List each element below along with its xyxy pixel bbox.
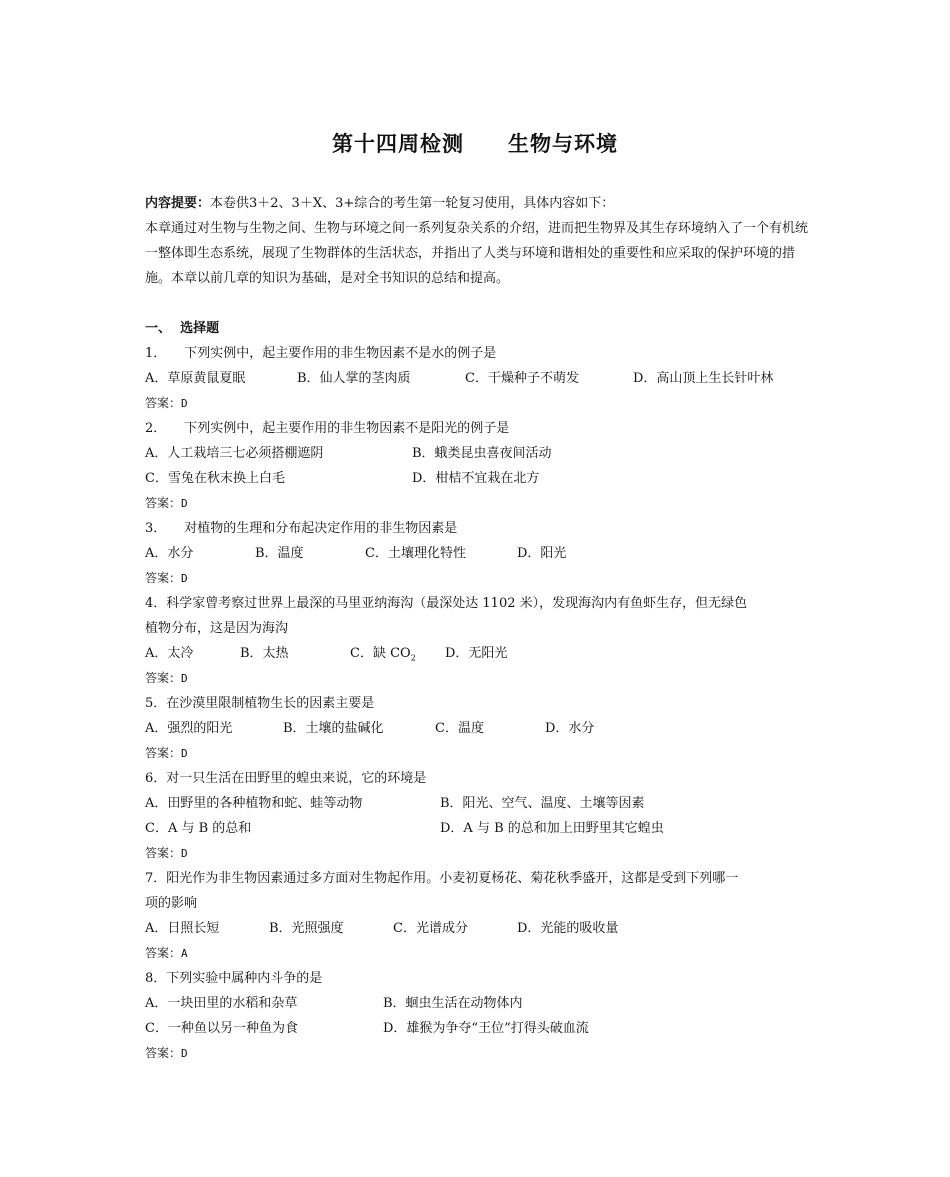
option: A．强烈的阳光 <box>145 721 233 736</box>
answer-5: 答案：D <box>145 746 188 760</box>
intro-line1: 本卷供3＋2、3＋X、3+综合的考生第一轮复习使用，具体内容如下： <box>210 196 615 211</box>
answer-4: 答案：D <box>145 671 188 685</box>
question-4-cont: 植物分布，这是因为海沟 <box>145 621 289 636</box>
intro-paragraph: 本章通过对生物与生物之间、生物与环境之间一系列复杂关系的介绍，进而把生物界及其生存环境纳入了一个有机统一整体即生态系统，展现了生物群体的生活状态，并指出了人类与环境和谐相处的重要性和应采取的保护环境的措施。本章以前几章的知识为基础，是对全书知识的总结和提高。 <box>145 221 809 286</box>
option: B．光照强度 <box>269 921 344 936</box>
intro-label: 内容提要： <box>145 196 211 211</box>
question-3-options <box>145 541 810 566</box>
option: B．太热 <box>240 646 289 661</box>
question-4: 4．科学家曾考察过世界上最深的马里亚纳海沟（最深处达 1102 米），发现海沟内有鱼虾生存，但无绿色 <box>145 596 748 611</box>
title-part-1: 第十四周检测 <box>332 132 464 156</box>
option: A．草原黄鼠夏眠 <box>145 371 246 386</box>
question-8: 8．下列实验中属种内斗争的是 <box>145 971 323 986</box>
option: C．光谱成分 <box>393 921 468 936</box>
question-6-options-row2 <box>145 816 810 841</box>
question-5: 5．在沙漠里限制植物生长的因素主要是 <box>145 696 375 711</box>
option: A．田野里的各种植物和蛇、蛙等动物 <box>145 796 363 811</box>
question-3: 3． 对植物的生理和分布起决定作用的非生物因素是 <box>145 521 458 536</box>
question-7-options <box>145 916 810 941</box>
question-4-options <box>145 641 810 666</box>
option: D．阳光 <box>517 546 567 561</box>
option: A．水分 <box>145 546 194 561</box>
option: B．蛔虫生活在动物体内 <box>383 996 523 1011</box>
option: D．无阳光 <box>445 646 508 661</box>
option: B．温度 <box>255 546 304 561</box>
option: A．人工栽培三七必须搭棚遮阴 <box>145 446 324 461</box>
answer-8: 答案：D <box>145 1046 188 1060</box>
option: C．缺 $CO_2$ <box>350 646 416 663</box>
question-5-options <box>145 716 810 741</box>
answer-2: 答案：D <box>145 496 188 510</box>
question-6-options-row1 <box>145 791 810 816</box>
option: B．蛾类昆虫喜夜间活动 <box>412 446 552 461</box>
question-2: 2． 下列实例中，起主要作用的非生物因素不是阳光的例子是 <box>145 421 510 436</box>
option: C．A 与 B 的总和 <box>145 821 252 836</box>
option: D．高山顶上生长针叶林 <box>633 371 774 386</box>
question-7: 7．阳光作为非生物因素通过多方面对生物起作用。小麦初夏杨花、菊花秋季盛开，这都是受到下列哪一 <box>145 871 739 886</box>
answer-1: 答案：D <box>145 396 188 410</box>
option: C．干燥种子不萌发 <box>465 371 579 386</box>
page-title <box>0 128 950 158</box>
question-2-options-row2 <box>145 466 810 491</box>
title-part-2: 生物与环境 <box>508 132 618 156</box>
option: B．仙人掌的茎肉质 <box>297 371 411 386</box>
option: D．雄猴为争夺“王位”打得头破血流 <box>383 1021 589 1036</box>
question-6: 6．对一只生活在田野里的蝗虫来说，它的环境是 <box>145 771 427 786</box>
answer-3: 答案：D <box>145 571 188 585</box>
option: A．一块田里的水稻和杂草 <box>145 996 298 1011</box>
option: C．土壤理化特性 <box>365 546 466 561</box>
option: D．水分 <box>545 721 595 736</box>
section-heading: 一、 选择题 <box>145 321 220 336</box>
option: C．雪兔在秋末换上白毛 <box>145 471 285 486</box>
question-7-cont: 项的影响 <box>145 896 198 911</box>
option: A．太冷 <box>145 646 194 661</box>
option: A．日照长短 <box>145 921 220 936</box>
option: C．温度 <box>435 721 484 736</box>
question-1-options <box>145 366 810 391</box>
option: C．一种鱼以另一种鱼为食 <box>145 1021 298 1036</box>
intro-first-line <box>145 191 810 216</box>
answer-6: 答案：D <box>145 846 188 860</box>
question-8-options-row2 <box>145 1016 810 1041</box>
question-8-options-row1 <box>145 991 810 1016</box>
option: D．A 与 B 的总和加上田野里其它蝗虫 <box>440 821 664 836</box>
document-body <box>145 191 810 1066</box>
option: D．柑桔不宜栽在北方 <box>412 471 540 486</box>
question-1: 1． 下列实例中，起主要作用的非生物因素不是水的例子是 <box>145 346 497 361</box>
answer-7: 答案：A <box>145 946 188 960</box>
option: D．光能的吸收量 <box>517 921 619 936</box>
question-2-options-row1 <box>145 441 810 466</box>
option: B．阳光、空气、温度、土壤等因素 <box>440 796 645 811</box>
section-title: 选择题 <box>180 321 220 336</box>
option: B．土壤的盐碱化 <box>283 721 384 736</box>
